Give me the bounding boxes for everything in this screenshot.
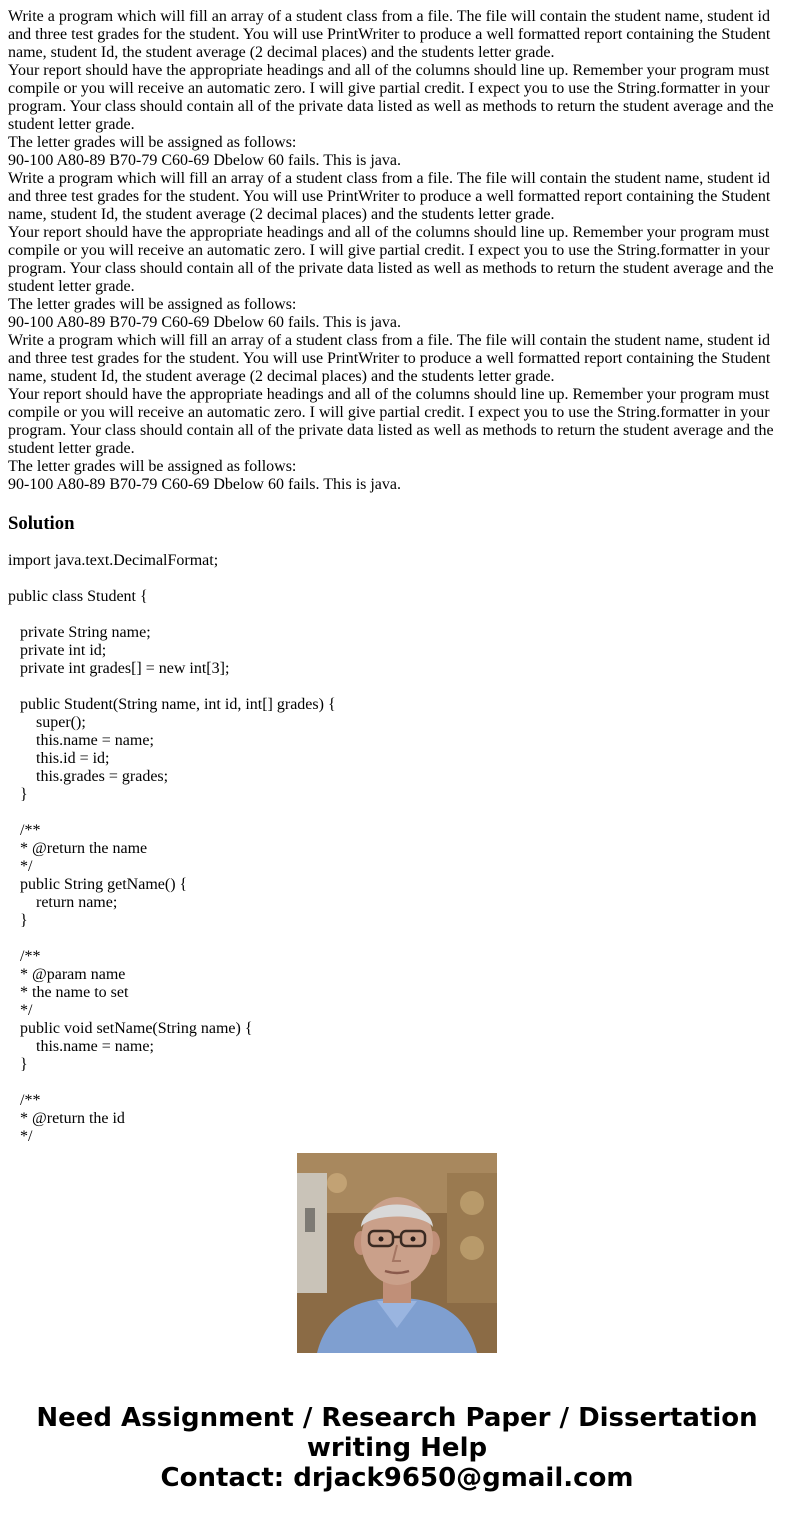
code-line: public String getName() { [8, 876, 188, 893]
code-line: /** [8, 948, 41, 965]
code-line [8, 930, 786, 948]
code-line: } [8, 1056, 28, 1073]
code-line [8, 1074, 786, 1092]
code-line: public void setName(String name) { [8, 1020, 253, 1037]
code-line: } [8, 786, 28, 803]
contact-banner [0, 1403, 794, 1493]
code-line: */ [8, 1128, 33, 1145]
code-line: public class Student { [8, 588, 148, 605]
code-line: public Student(String name, int id, int[] grades) { [8, 696, 336, 713]
code-line: return name; [8, 894, 118, 911]
question-paragraph: Your report should have the appropriate headings and all of the columns should line up. Remember your program must compile or you will receive an automatic zero. I will give partial credit. I expect you to use the String.formatter in your program. Your class should contain all of the private data listed as well as methods to return the student average and the student letter grade. [8, 386, 774, 457]
code-line: this.name = name; [8, 732, 154, 749]
code-line: /** [8, 822, 41, 839]
code-line: private String name; [8, 624, 151, 641]
question-paragraph: The letter grades will be assigned as follows: [8, 458, 297, 475]
question-paragraph: Your report should have the appropriate headings and all of the columns should line up. Remember your program must compile or you will receive an automatic zero. I will give partial credit. I expect you to use the String.formatter in your program. Your class should contain all of the private data listed as well as methods to return the student average and the student letter grade. [8, 62, 774, 133]
code-line: */ [8, 858, 33, 875]
question-paragraph: Write a program which will fill an array of a student class from a file. The file will contain the student name, student id and three test grades for the student. You will use PrintWriter to produce a well formatted report containing the Student name, student Id, the student average (2 decimal places) and the students letter grade. [8, 170, 771, 223]
code-line [8, 804, 786, 822]
question-paragraph: Your report should have the appropriate headings and all of the columns should line up. Remember your program must compile or you will receive an automatic zero. I will give partial credit. I expect you to use the String.formatter in your program. Your class should contain all of the private data listed as well as methods to return the student average and the student letter grade. [8, 224, 774, 295]
code-line: private int id; [8, 642, 107, 659]
code-line: private int grades[] = new int[3]; [8, 660, 230, 677]
code-line: */ [8, 1002, 33, 1019]
code-line: * the name to set [8, 984, 129, 1001]
code-line: super(); [8, 714, 86, 731]
code-line: /** [8, 1092, 41, 1109]
question-paragraph: 90-100 A80-89 B70-79 C60-69 Dbelow 60 fails. This is java. [8, 314, 402, 331]
question-text [8, 8, 786, 494]
code-line [8, 570, 786, 588]
code-line: this.grades = grades; [8, 768, 169, 785]
question-paragraph: Write a program which will fill an array of a student class from a file. The file will contain the student name, student id and three test grades for the student. You will use PrintWriter to produce a well formatted report containing the Student name, student Id, the student average (2 decimal places) and the students letter grade. [8, 332, 771, 385]
code-line: import java.text.DecimalFormat; [8, 552, 219, 569]
code-line [8, 606, 786, 624]
question-paragraph: The letter grades will be assigned as follows: [8, 296, 297, 313]
solution-heading: Solution [8, 513, 75, 534]
promo-line: writing Help [306, 1433, 488, 1463]
promo-contact: Contact: drjack9650@gmail.com [160, 1463, 634, 1493]
code-line: * @return the id [8, 1110, 125, 1127]
code-line: this.id = id; [8, 750, 110, 767]
solution-code [8, 552, 786, 1145]
question-paragraph: The letter grades will be assigned as follows: [8, 134, 297, 151]
question-paragraph: Write a program which will fill an array of a student class from a file. The file will contain the student name, student id and three test grades for the student. You will use PrintWriter to produce a well formatted report containing the Student name, student Id, the student average (2 decimal places) and the students letter grade. [8, 8, 771, 61]
question-paragraph: 90-100 A80-89 B70-79 C60-69 Dbelow 60 fails. This is java. [8, 152, 402, 169]
code-line: * @param name [8, 966, 126, 983]
code-line [8, 678, 786, 696]
code-line: } [8, 912, 28, 929]
question-paragraph: 90-100 A80-89 B70-79 C60-69 Dbelow 60 fails. This is java. [8, 476, 402, 493]
code-line: this.name = name; [8, 1038, 154, 1055]
code-line: * @return the name [8, 840, 148, 857]
avatar [297, 1153, 497, 1353]
promo-line: Need Assignment / Research Paper / Dissertation [36, 1403, 758, 1433]
